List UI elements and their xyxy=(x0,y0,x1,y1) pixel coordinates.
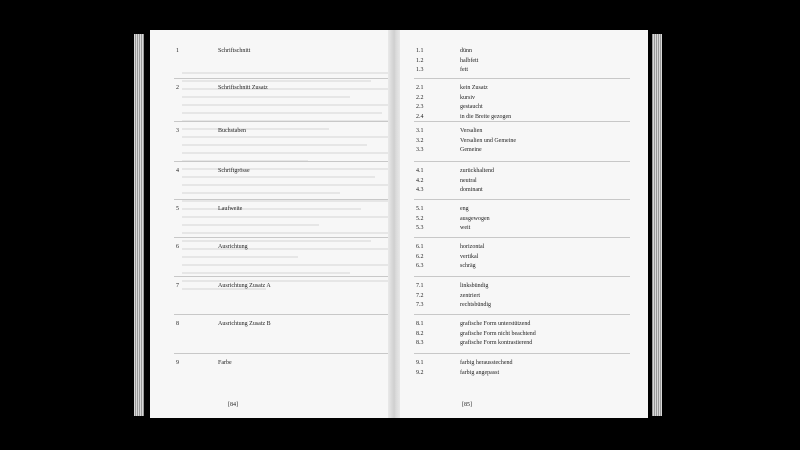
row-divider xyxy=(414,314,630,315)
page-number-left: [84] xyxy=(228,402,238,408)
category-number: 7 xyxy=(176,283,179,289)
page-edges-right xyxy=(652,34,662,416)
option-label: farbig herausstechend xyxy=(460,360,513,366)
option-label: horizontal xyxy=(460,244,485,250)
option-label: ausgewogen xyxy=(460,215,490,222)
option-label: eng xyxy=(460,206,469,212)
option-number: 2.3 xyxy=(416,104,424,110)
category-number: 9 xyxy=(176,360,179,366)
row-divider xyxy=(414,353,630,354)
option-number: 4.2 xyxy=(416,177,424,184)
option-label: in die Breite gezogen xyxy=(460,113,512,120)
option-number: 7.2 xyxy=(416,292,424,299)
row-divider xyxy=(414,121,630,122)
option-number: 8.2 xyxy=(416,330,424,337)
category-number: 8 xyxy=(176,321,179,327)
option-number: 2.1 xyxy=(416,85,424,91)
category-number: 2 xyxy=(176,85,179,91)
open-book xyxy=(140,30,656,418)
left-page xyxy=(150,30,398,418)
category-number: 3 xyxy=(176,128,179,134)
right-page xyxy=(400,30,648,418)
row-divider xyxy=(174,161,394,162)
row-divider xyxy=(414,161,630,162)
option-number: 4.1 xyxy=(416,168,424,174)
option-label: vertikal xyxy=(460,253,479,260)
option-label: linksbündig xyxy=(460,283,489,289)
category-label: Buchstaben xyxy=(218,128,246,134)
option-number: 3.2 xyxy=(416,137,424,144)
option-label: Versalien und Gemeine xyxy=(460,137,516,144)
option-number: 5.3 xyxy=(416,225,424,231)
option-number: 6.3 xyxy=(416,263,424,269)
option-number: 3.1 xyxy=(416,128,424,134)
category-label: Schriftschnitt Zusatz xyxy=(218,85,268,91)
option-number: 6.2 xyxy=(416,253,424,260)
option-label: weit xyxy=(460,225,471,231)
row-divider xyxy=(414,237,630,238)
option-number: 3.3 xyxy=(416,147,424,153)
option-number: 9.1 xyxy=(416,360,424,366)
option-number: 7.1 xyxy=(416,283,424,289)
row-divider xyxy=(174,121,394,122)
option-number: 9.2 xyxy=(416,369,424,376)
option-label: rechtsbündig xyxy=(460,302,491,308)
option-label: schräg xyxy=(460,263,476,269)
option-number: 8.3 xyxy=(416,340,424,346)
page-edges-left xyxy=(134,34,144,416)
option-label: grafische Form unterstützend xyxy=(460,321,531,327)
show-through-text xyxy=(182,72,392,296)
category-label: Schriftgrösse xyxy=(218,168,250,174)
category-number: 6 xyxy=(176,244,179,250)
option-number: 1.1 xyxy=(416,48,424,54)
option-number: 1.2 xyxy=(416,57,424,64)
option-number: 5.2 xyxy=(416,215,424,222)
option-label: dominant xyxy=(460,187,483,193)
category-label: Ausrichtung Zusatz A xyxy=(218,283,271,289)
category-label: Ausrichtung xyxy=(218,244,248,250)
option-number: 2.2 xyxy=(416,94,424,101)
option-number: 8.1 xyxy=(416,321,424,327)
option-label: kein Zusatz xyxy=(460,85,488,91)
option-label: fett xyxy=(460,67,468,73)
category-label: Schriftschnitt xyxy=(218,48,251,54)
option-number: 6.1 xyxy=(416,244,424,250)
option-label: zentriert xyxy=(460,292,480,299)
option-number: 7.3 xyxy=(416,302,424,308)
category-label: Farbe xyxy=(218,360,232,366)
row-divider xyxy=(414,199,630,200)
row-divider xyxy=(174,276,394,277)
option-number: 2.4 xyxy=(416,113,424,120)
option-label: grafische Form nicht beachtend xyxy=(460,330,536,337)
row-divider xyxy=(174,314,394,315)
category-number: 4 xyxy=(176,168,179,174)
row-divider xyxy=(174,237,394,238)
page-number-right: [85] xyxy=(462,402,472,408)
row-divider xyxy=(174,353,394,354)
option-label: halbfett xyxy=(460,57,479,64)
option-label: dünn xyxy=(460,48,472,54)
option-label: Gemeine xyxy=(460,147,482,153)
row-divider xyxy=(414,78,630,79)
category-number: 5 xyxy=(176,206,179,212)
option-label: grafische Form kontrastierend xyxy=(460,340,533,346)
option-number: 5.1 xyxy=(416,206,424,212)
row-divider xyxy=(174,199,394,200)
option-label: zurückhaltend xyxy=(460,168,494,174)
category-number: 1 xyxy=(176,48,179,54)
option-label: gestaucht xyxy=(460,104,483,110)
option-label: kursiv xyxy=(460,94,475,101)
row-divider xyxy=(414,276,630,277)
option-number: 4.3 xyxy=(416,187,424,193)
option-label: Versalien xyxy=(460,128,483,134)
option-label: neutral xyxy=(460,177,477,184)
category-label: Laufweite xyxy=(218,206,243,212)
category-label: Ausrichtung Zusatz B xyxy=(218,321,271,327)
option-number: 1.3 xyxy=(416,67,424,73)
row-divider xyxy=(174,78,394,79)
option-label: farbig angepasst xyxy=(460,369,500,376)
